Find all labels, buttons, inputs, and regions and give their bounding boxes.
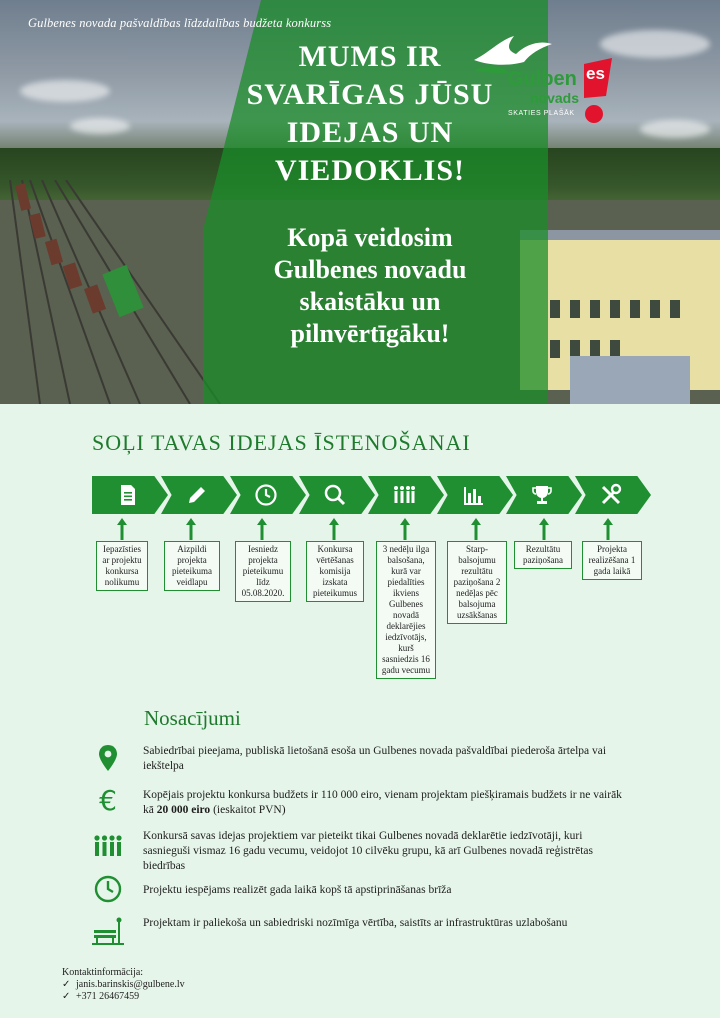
subheadline-line: Gulbenes novadu [273, 255, 467, 284]
up-arrow-icon [471, 518, 481, 540]
contact-label: Kontaktinformācija: [62, 967, 144, 978]
step-description: Iepazīsties ar projektu konkursa nolikumu [96, 541, 148, 591]
up-arrow-icon [400, 518, 410, 540]
up-arrow-icon [117, 518, 127, 540]
location-pin-icon [92, 742, 124, 774]
step-arrow [437, 476, 513, 514]
subheadline-line: skaistāku un [299, 287, 441, 316]
euro-icon [92, 784, 124, 816]
clock-icon [92, 873, 124, 905]
headline-line: VIEDOKLIS! [274, 154, 466, 187]
step-description: Konkursa vērtēšanas komisija izskata pieteikumus [306, 541, 364, 602]
condition-text: Projektam ir paliekoša un sabiedriski nozīmīga vērtība, saistīts ar infrastruktūras uzlabošanu [143, 917, 568, 929]
up-arrow-icon [257, 518, 267, 540]
pencil-icon [185, 483, 209, 507]
headline-line: MUMS IR [298, 40, 442, 73]
subheadline-line: Kopā veidosim [287, 223, 453, 252]
bar-chart-icon [461, 483, 485, 507]
people-group-icon [392, 483, 416, 507]
condition-text: Sabiedrībai pieejama, publiskā lietošanā esoša un Gulbenes novada pašvaldībai piederoša ārtelpa vai iekštelpa [143, 745, 607, 772]
contact-email [62, 979, 185, 990]
steps-title: SOĻI TAVAS IDEJAS ĪSTENOŠANAI [92, 430, 471, 455]
check-icon: ✓ [62, 991, 71, 1002]
logo-word: novads [530, 90, 580, 106]
step-arrow [299, 476, 375, 514]
magnifier-icon [323, 483, 347, 507]
logo-es: es [586, 64, 605, 83]
email-text[interactable]: janis.barinskis@gulbene.lv [76, 979, 185, 990]
subheadline [205, 222, 535, 350]
condition-text-part: Kopējais projektu konkursa budžets ir 110 000 eiro, vienam projektam piešķiramais budžets ir ne vairāk kā [143, 789, 622, 816]
condition-text: Projektu iespējams realizēt gada laikā kopš tā apstiprināšanas brīža [143, 884, 452, 896]
step-description: Iesniedz projekta pieteikumu līdz 05.08.2020. [235, 541, 291, 602]
people-group-icon [92, 830, 124, 862]
svg-text:€: € [99, 784, 117, 816]
steps-arrow-row [92, 476, 652, 514]
tools-icon [599, 483, 623, 507]
step-arrow [230, 476, 306, 514]
document-icon [116, 483, 140, 507]
locomotive [102, 265, 143, 317]
up-arrow-icon [329, 518, 339, 540]
condition-text [143, 788, 623, 818]
logo-tagline: SKATIES PLAŠĀK [508, 110, 575, 117]
up-arrow-icon [539, 518, 549, 540]
hero-photo [0, 0, 720, 404]
step-arrow [92, 476, 168, 514]
trophy-icon [530, 483, 554, 507]
check-icon: ✓ [62, 979, 71, 990]
swan-icon [474, 36, 552, 65]
budget-amount: 20 000 eiro [156, 804, 211, 816]
phone-text[interactable]: +371 26467459 [76, 991, 140, 1002]
cloud [20, 80, 110, 102]
step-description: Rezultātu paziņošana [514, 541, 572, 569]
up-arrow-icon [186, 518, 196, 540]
step-description: Projekta realizēšana 1 gada laikā [582, 541, 642, 580]
step-description: Aizpildi projekta pieteikuma veidlapu [164, 541, 220, 591]
logo-word: Gulben [508, 68, 577, 90]
condition-text: Konkursā savas idejas projektiem var pieteikt tikai Gulbenes novadā deklarētie iedzīvotāji, kuri sasnieguši vismaz 16 gadu vecumu, veidojot 10 cilvēku grupu, kā arī Gulbenes novadā reģistrētas biedrības [143, 830, 593, 872]
roof [570, 356, 690, 404]
cloud [70, 118, 130, 134]
clock-icon [254, 483, 278, 507]
campaign-caption: Gulbenes novada pašvaldības līdzdalības budžeta konkurss [28, 16, 332, 30]
conditions-title: Nosacījumi [144, 706, 241, 730]
step-arrow [161, 476, 237, 514]
step-arrow [506, 476, 582, 514]
up-arrow-icon [603, 518, 613, 540]
park-bench-icon [92, 914, 124, 946]
step-description: 3 nedēļu ilga balsošana, kurā var piedalīties ikviens Gulbenes novadā deklarējies iedzīvotājs, kurš sasniedzis 16 gadu vecumu [376, 541, 436, 679]
step-arrow [575, 476, 651, 514]
subheadline-line: pilnvērtīgāku! [290, 319, 450, 348]
contact-phone [62, 991, 139, 1002]
cloud [640, 120, 710, 138]
headline-line: IDEJAS UN [286, 116, 454, 149]
headline-line: SVARĪGAS JŪSU [246, 78, 494, 111]
condition-text-part: (ieskaitot PVN) [210, 804, 286, 816]
step-description: Starp-balsojumu rezultātu paziņošana 2 nedēļas pēc balsojuma uzsākšanas [447, 541, 507, 624]
step-arrow [368, 476, 444, 514]
